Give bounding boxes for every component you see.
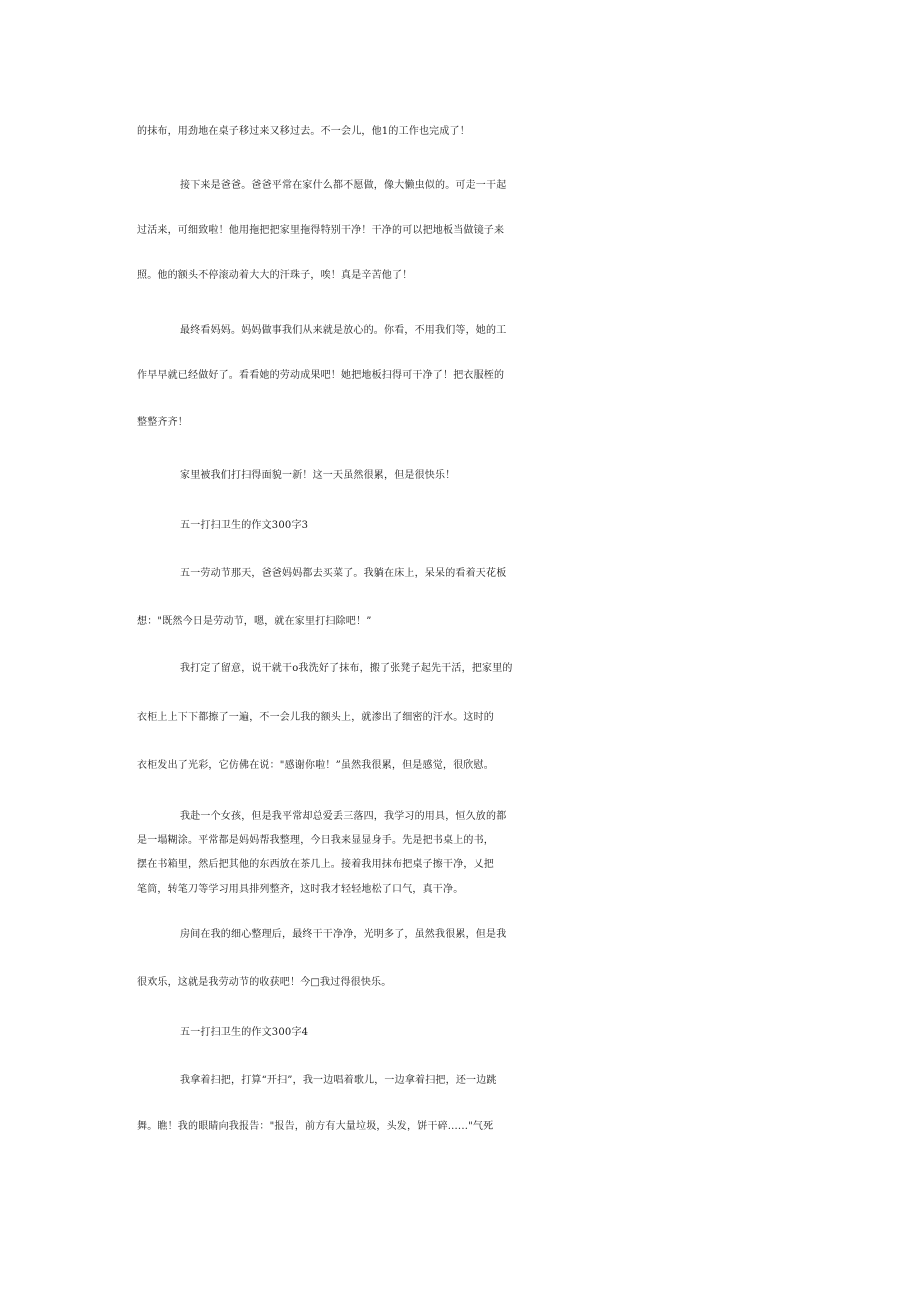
paragraph-line: 摆在书箱里，然后把其他的东西放在茶几上。接着我用抹布把桌子擦干净，乂把 [137, 859, 494, 870]
paragraph-line: 整整齐齐！ [137, 417, 188, 428]
paragraph-line: 衣柜上上下下都擦了一遍，不一会儿我的额头上，就渗出了细密的汗水。这时的 [137, 712, 494, 723]
paragraph-line: 的抹布，用劲地在桌子移过来又移过去。不一会儿，他1的工作也完成了！ [137, 126, 470, 137]
section-heading: 五一打扫卫生的作文300字4 [180, 1027, 309, 1038]
paragraph-line: 过活来，可细致啦！他用拖把把家里拖得特别干净！干净的可以把地板当做镜子来 [137, 225, 505, 236]
paragraph-line: 接下来是爸爸。爸爸平常在家什么都不愿做，像大懒虫似的。可走一干起 [180, 180, 507, 191]
paragraph-line: 作早早就已经做好了。看看她的劳动成果吧！她把地板扫得可干净了！把衣服桎的 [137, 370, 505, 381]
paragraph-line: 家里被我们打扫得面貌一新！这一天虽然很累，但是很快乐！ [180, 470, 456, 481]
section-heading: 五一打扫卫生的作文300字3 [180, 520, 309, 531]
paragraph-line: 照。他的额头不停滚动着大大的汗珠子，唉！真是辛苦他了！ [137, 270, 413, 281]
paragraph-line: 是一塌糊涂。平常都是妈妈帮我整理，今日我来显显身手。先是把书桌上的书， [137, 835, 494, 846]
paragraph-line: 房间在我的细心整理后，最终干干净净，光明多了，虽然我很累，但是我 [180, 929, 507, 940]
paragraph-line: 我拿着扫把，打算“开扫”，我一边唱着歌儿，一边拿着扫把，还一边跳 [180, 1075, 497, 1086]
paragraph-line: 很欢乐，这就是我劳动节的收获吧！今□我过得很快乐。 [137, 977, 392, 988]
paragraph-line: 舞。瞧！我的眼睛向我报告："报告，前方有大量垃圾，头发，饼干碎......"气死 [137, 1121, 494, 1132]
paragraph-line: 我打定了留意，说干就干o我洗好了抹布，搬了张凳子起先干活，把家里的 [180, 663, 513, 674]
paragraph-line: 笔筒，转笔刀等学习用具排列整齐，这时我才轻轻地松了口气，真干净。 [137, 884, 464, 895]
paragraph-line: 五一劳动节那天，爸爸妈妈都去买菜了。我躺在床上，呆呆的看着天花板 [180, 568, 507, 579]
paragraph-line: 想："既然今日是劳动节，嗯，就在家里打扫除吧！” [137, 616, 372, 627]
paragraph-line: 我赴一个女孩，但是我平常却总爱丢三落四，我学习的用具，恒久放的都 [180, 811, 507, 822]
paragraph-line: 衣柜发出了光彩，它仿佛在说："感谢你啦！”虽然我很累，但是感觉，很欣慰。 [137, 760, 494, 771]
paragraph-line: 最终看妈妈。妈妈做事我们从来就是放心的。你看，不用我们等，她的工 [180, 325, 507, 336]
